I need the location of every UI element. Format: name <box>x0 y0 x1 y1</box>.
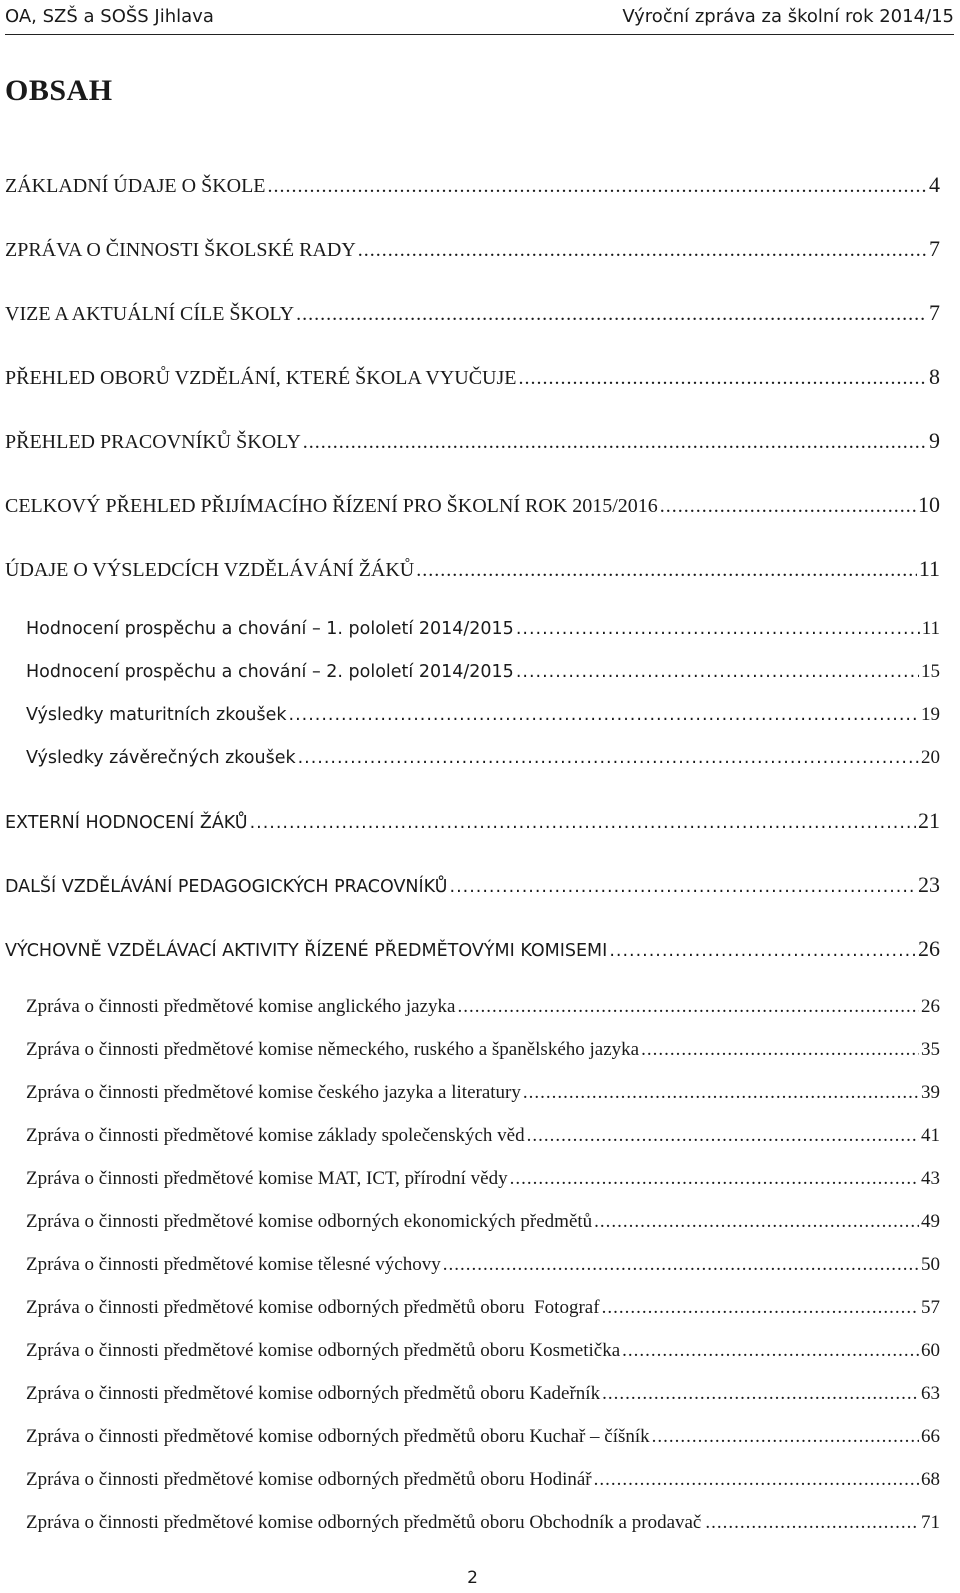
toc-leader <box>457 996 919 1018</box>
toc-entry-page: 43 <box>921 1168 940 1189</box>
toc-entry-page: 11 <box>921 618 940 639</box>
toc-leader <box>303 431 927 454</box>
toc-leader <box>298 748 919 768</box>
toc-subentry[interactable] <box>26 1254 940 1284</box>
toc-leader <box>523 1082 919 1104</box>
toc-leader <box>594 1211 919 1233</box>
toc-subentry[interactable] <box>26 1426 940 1456</box>
toc-entry-label: Hodnocení prospěchu a chování – 2. pololetí 2014/2015 <box>26 662 514 682</box>
toc-entry-page: 68 <box>921 1469 940 1490</box>
toc-entry-label: Zpráva o činnosti předmětové komise anglického jazyka <box>26 996 456 1017</box>
toc-entry-label: EXTERNÍ HODNOCENÍ ŽÁKŮ <box>5 813 248 833</box>
toc-entry-label: Výsledky závěrečných zkoušek <box>26 748 296 768</box>
toc-subentry[interactable] <box>26 1168 940 1198</box>
toc-entry-label: Zpráva o činnosti předmětové komise odborných předmětů oboru Kosmetička <box>26 1340 621 1361</box>
toc-subentry[interactable] <box>26 1297 940 1327</box>
toc-leader <box>510 1168 919 1190</box>
toc-entry-label: PŘEHLED PRACOVNÍKŮ ŠKOLY <box>5 431 301 453</box>
toc-leader <box>609 941 916 961</box>
toc-entry-page: 35 <box>921 1039 940 1060</box>
toc-leader <box>652 1426 919 1448</box>
toc-entry-page: 60 <box>921 1340 940 1361</box>
toc-leader <box>622 1340 919 1362</box>
toc-entry[interactable] <box>5 556 940 586</box>
toc-entry[interactable] <box>5 492 940 522</box>
toc-leader <box>705 1512 917 1534</box>
toc-entry-page: 19 <box>921 704 940 725</box>
toc-entry-page: 63 <box>921 1383 940 1404</box>
toc-leader <box>443 1254 919 1276</box>
toc-entry-label: Zpráva o činnosti předmětové komise odborných předmětů oboru Hodinář <box>26 1469 592 1490</box>
toc-entry[interactable] <box>5 872 940 902</box>
toc-entry-page: 39 <box>921 1082 940 1103</box>
toc-entry-label: VIZE A AKTUÁLNÍ CÍLE ŠKOLY <box>5 303 295 325</box>
toc-entry-page: 49 <box>921 1211 940 1232</box>
toc-entry-page: 7 <box>929 236 940 261</box>
toc-entry-page: 57 <box>921 1297 940 1318</box>
toc-subentry[interactable] <box>26 1469 940 1499</box>
toc-entry-label: Zpráva o činnosti předmětové komise odborných předmětů oboru Kadeřník <box>26 1383 601 1404</box>
toc-subentry[interactable] <box>26 618 940 648</box>
toc-entry-page: 50 <box>921 1254 940 1275</box>
toc-subentry[interactable] <box>26 1211 940 1241</box>
toc-leader <box>641 1039 919 1061</box>
toc-subentry[interactable] <box>26 661 940 691</box>
toc-subentry[interactable] <box>26 1039 940 1069</box>
toc-leader <box>358 239 927 262</box>
toc-subentry[interactable] <box>26 1340 940 1370</box>
toc-leader <box>660 495 916 518</box>
toc-entry-label: Hodnocení prospěchu a chování – 1. pololetí 2014/2015 <box>26 619 514 639</box>
toc-entry-label: PŘEHLED OBORŮ VZDĚLÁNÍ, KTERÉ ŠKOLA VYUČUJE <box>5 367 517 389</box>
toc-entry-page: 7 <box>929 300 940 325</box>
toc-entry[interactable] <box>5 364 940 394</box>
toc-entry-page: 4 <box>929 172 940 197</box>
page-number: 2 <box>467 1568 478 1588</box>
toc-entry-page: 11 <box>918 556 940 581</box>
toc-entry-label: Zpráva o činnosti předmětové komise odborných předmětů oboru Fotograf <box>26 1297 600 1318</box>
toc-entry-page: 9 <box>929 428 940 453</box>
header-school-name: OA, SZŠ a SOŠS Jihlava <box>5 6 214 27</box>
toc-entry-page: 26 <box>918 936 940 961</box>
toc-entry-page: 15 <box>921 661 940 682</box>
toc-entry-page: 10 <box>918 492 940 517</box>
toc-subentry[interactable] <box>26 1082 940 1112</box>
toc-entry-page: 21 <box>918 808 940 833</box>
toc-entry-page: 71 <box>921 1512 940 1533</box>
toc-entry-label: DALŠÍ VZDĚLÁVÁNÍ PEDAGOGICKÝCH PRACOVNÍKŮ <box>5 877 448 897</box>
toc-entry-page: 20 <box>921 747 940 768</box>
toc-entry-label: VÝCHOVNĚ VZDĚLÁVACÍ AKTIVITY ŘÍZENÉ PŘEDMĚTOVÝMI KOMISEMI <box>5 941 608 961</box>
toc-leader <box>250 813 916 833</box>
toc-entry-label: Výsledky maturitních zkoušek <box>26 705 287 725</box>
toc-entry[interactable] <box>5 428 940 458</box>
toc-entry-page: 23 <box>918 872 940 897</box>
toc-subentry[interactable] <box>26 1512 940 1542</box>
toc-leader <box>416 559 917 582</box>
toc-title: OBSAH <box>5 74 113 107</box>
toc-leader <box>594 1469 919 1491</box>
toc-leader <box>518 367 927 390</box>
toc-entry-page: 8 <box>929 364 940 389</box>
toc-entry-label: Zpráva o činnosti předmětové komise odborných předmětů oboru Obchodník a prodavač <box>26 1512 702 1533</box>
toc-entry-page: 66 <box>921 1426 940 1447</box>
toc-entry-label: Zpráva o činnosti předmětové komise základy společenských věd <box>26 1125 525 1146</box>
toc-subentry[interactable] <box>26 747 940 777</box>
toc-leader <box>516 662 919 682</box>
toc-subentry[interactable] <box>26 1383 940 1413</box>
toc-entry-label: Zpráva o činnosti předmětové komise odborných předmětů oboru Kuchař – číšník <box>26 1426 650 1447</box>
header-report-title: Výroční zpráva za školní rok 2014/15 <box>622 6 954 27</box>
toc-leader <box>602 1383 919 1405</box>
toc-entry-label: ZPRÁVA O ČINNOSTI ŠKOLSKÉ RADY <box>5 239 356 261</box>
toc-leader <box>289 705 919 725</box>
toc-leader <box>602 1297 919 1319</box>
toc-entry-page: 26 <box>921 996 940 1017</box>
toc-leader <box>268 175 927 198</box>
toc-entry[interactable] <box>5 236 940 266</box>
toc-subentry[interactable] <box>26 1125 940 1155</box>
toc-leader <box>296 303 927 326</box>
toc-entry-label: Zpráva o činnosti předmětové komise MAT, ICT, přírodní vědy <box>26 1168 508 1189</box>
toc-entry-label: Zpráva o činnosti předmětové komise německého, ruského a španělského jazyka <box>26 1039 640 1060</box>
toc-subentry[interactable] <box>26 704 940 734</box>
toc-entry[interactable] <box>5 172 940 202</box>
toc-leader <box>527 1125 919 1147</box>
toc-entry-label: ZÁKLADNÍ ÚDAJE O ŠKOLE <box>5 175 266 197</box>
toc-entry[interactable] <box>5 936 940 966</box>
toc-entry-label: CELKOVÝ PŘEHLED PŘIJÍMACÍHO ŘÍZENÍ PRO ŠKOLNÍ ROK 2015/2016 <box>5 495 658 517</box>
toc-subentry[interactable] <box>26 996 940 1026</box>
toc-entry[interactable] <box>5 300 940 330</box>
toc-entry-label: Zpráva o činnosti předmětové komise českého jazyka a literatury <box>26 1082 521 1103</box>
toc-leader <box>450 877 917 897</box>
toc-entry-label: Zpráva o činnosti předmětové komise tělesné výchovy <box>26 1254 441 1275</box>
toc-entry-label: ÚDAJE O VÝSLEDCÍCH VZDĚLÁVÁNÍ ŽÁKŮ <box>5 559 415 581</box>
toc-leader <box>516 619 920 639</box>
toc-entry[interactable] <box>5 808 940 838</box>
toc-entry-label: Zpráva o činnosti předmětové komise odborných ekonomických předmětů <box>26 1211 593 1232</box>
toc-entry-page: 41 <box>921 1125 940 1146</box>
